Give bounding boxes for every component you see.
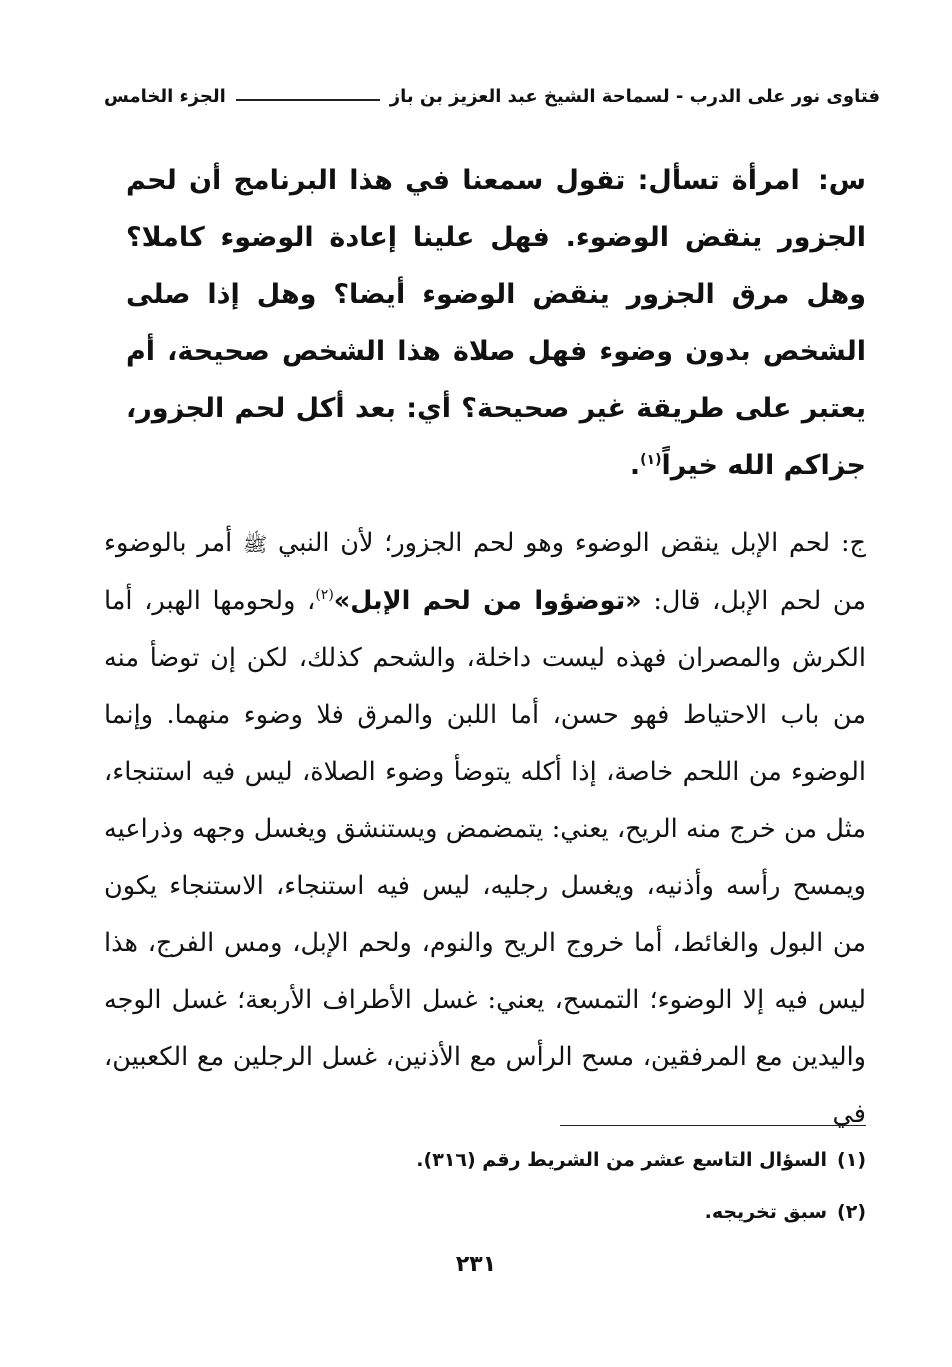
footnote-number: (٢) (837, 1201, 866, 1223)
header-rule (236, 99, 380, 101)
answer-marker: ج: (840, 528, 867, 558)
footnote-2 (120, 1186, 866, 1238)
footnote-number: (١) (837, 1149, 866, 1171)
page-number: ٢٣١ (455, 1252, 497, 1277)
running-header (104, 86, 880, 107)
question-end: . (629, 450, 641, 481)
volume-label: الجزء الخامس (104, 86, 226, 107)
question-block (126, 152, 866, 494)
footnote-text: سبق تخريجه. (704, 1201, 828, 1223)
answer-text-part1: لحم الإبل ينقض الوضوء وهو لحم الجزور؛ لأن النبي (277, 528, 831, 558)
question-marker: س: (817, 165, 866, 196)
answer-text-part3: ، ولحومها الهبر، أما الكرش والمصران فهذه ليست داخلة، والشحم كذلك، لكن إن توضأ منه من باب الاحتياط فهو حسن، أما اللبن والمرق فلا وضوء منهما. وإنما الوضوء من اللحم خاصة، إذا أكله يتوضأ وضوء الصلاة، ليس فيه استنجاء، مثل من خرج منه الريح، يعني: يتمضمض ويستنشق ويغسل وجهه وذراعيه ويمسح رأسه وأذنيه، ويغسل رجليه، ليس فيه استنجاء، الاستنجاء يكون من البول والغائط، أما خروج الريح والنوم، ولحم الإبل، ومس الفرج، هذا ليس فيه إلا الوضوء؛ التمسح، يعني: غسل الأطراف الأربعة؛ غسل الوجه واليدين مع المرفقين، مسح الرأس مع الأذنين، غسل الرجلين مع الكعبين، في (104, 586, 866, 1129)
salla-glyph: ﷺ (243, 532, 268, 556)
book-title: فتاوى نور على الدرب - لسماحة الشيخ عبد العزيز بن باز (389, 86, 880, 107)
footnote-1 (120, 1134, 866, 1186)
footnote-ref-2[interactable]: (٢) (315, 587, 334, 603)
question-text: امرأة تسأل: تقول سمعنا في هذا البرنامج أن لحم الجزور ينقض الوضوء. فهل علينا إعادة الوضوء كاملا؟ وهل مرق الجزور ينقض الوضوء أيضا؟ وهل إذا صلى الشخص بدون وضوء فهل صلاة هذا الشخص صحيحة، أم يعتبر على طريقة غير صحيحة؟ أي: بعد أكل لحم الجزور، جزاكم الله خيراً (126, 165, 866, 481)
answer-text-part2: أمر بالوضوء من لحم الإبل، قال: (104, 528, 866, 616)
answer-block (104, 515, 866, 1143)
footnote-ref-1[interactable]: (١) (640, 452, 662, 468)
hadith-quote: «توضؤوا من لحم الإبل» (333, 586, 642, 616)
footnote-separator (560, 1125, 866, 1126)
footnotes (120, 1134, 866, 1238)
footnote-text: السؤال التاسع عشر من الشريط رقم (٣١٦). (416, 1149, 828, 1171)
